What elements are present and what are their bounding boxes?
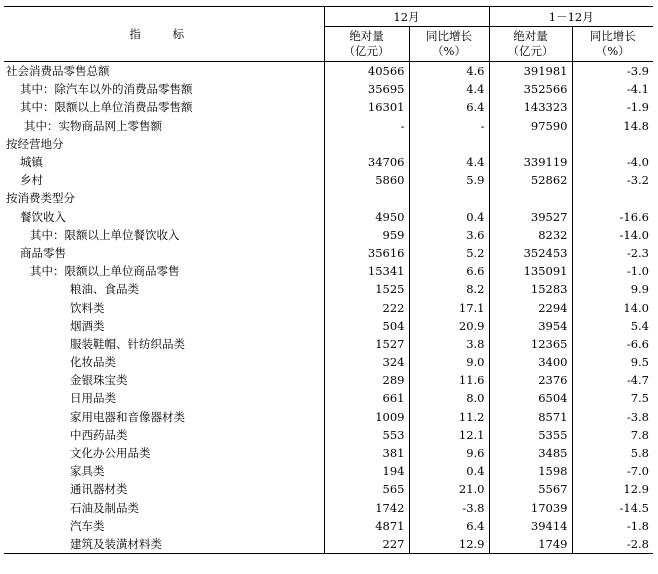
cell-dec-absolute: 222 (324, 298, 409, 316)
cell-dec-absolute: 4950 (324, 208, 409, 226)
cell-dec-absolute: 227 (324, 535, 409, 554)
row-label: 日用品类 (4, 389, 324, 407)
table-row (4, 262, 653, 280)
cell-ytd-absolute: 52862 (489, 171, 572, 189)
cell-dec-absolute: 289 (324, 371, 409, 389)
cell-ytd-yoy: -2.3 (626, 245, 649, 260)
cell-dec-absolute: 194 (324, 462, 409, 480)
header-row-periods (4, 7, 653, 27)
cell-ytd-absolute (489, 189, 572, 207)
period-header-december: 12月 (324, 7, 489, 27)
cell-dec-yoy: 12.9 (409, 535, 489, 554)
cell-dec-yoy: 4.4 (409, 80, 489, 98)
table-row (4, 226, 653, 244)
cell-ytd-yoy: -4.7 (626, 373, 649, 388)
cell-dec-absolute: 1525 (324, 280, 409, 298)
table-row (4, 499, 653, 517)
cell-ytd-absolute: 143323 (489, 98, 572, 116)
cell-dec-yoy: 9.6 (409, 444, 489, 462)
table-row (4, 317, 653, 335)
cell-ytd-yoy: -3.2 (626, 173, 649, 188)
row-label: 社会消费品零售总额 (4, 62, 324, 81)
cell-dec-yoy: 3.8 (409, 335, 489, 353)
row-label: 文化办公用品类 (4, 444, 324, 462)
table-row (4, 298, 653, 316)
row-label: 按经营地分 (4, 135, 324, 153)
cell-ytd-yoy: -7.0 (626, 464, 649, 479)
row-label: 城镇 (4, 153, 324, 171)
cell-dec-absolute: 5860 (324, 171, 409, 189)
cell-ytd-absolute: 3954 (489, 317, 572, 335)
table-row (4, 462, 653, 480)
cell-dec-yoy: 11.2 (409, 408, 489, 426)
cell-dec-yoy: -3.8 (409, 499, 489, 517)
cell-dec-absolute: 35695 (324, 80, 409, 98)
row-label: 中西药品类 (4, 426, 324, 444)
cell-dec-yoy: 6.6 (409, 262, 489, 280)
cell-ytd-yoy: 5.4 (630, 318, 649, 333)
row-label: 石油及制品类 (4, 499, 324, 517)
table-row (4, 280, 653, 298)
table-row (4, 117, 653, 135)
cell-dec-yoy: - (409, 117, 489, 135)
table-row (4, 371, 653, 389)
cell-ytd-absolute: 5355 (489, 426, 572, 444)
cell-ytd-absolute: 8571 (489, 408, 572, 426)
cell-dec-yoy: 6.4 (409, 517, 489, 535)
cell-ytd-absolute: 17039 (489, 499, 572, 517)
cell-dec-yoy: 8.0 (409, 389, 489, 407)
row-label: 汽车类 (4, 517, 324, 535)
row-label: 金银珠宝类 (4, 371, 324, 389)
table-row (4, 208, 653, 226)
cell-dec-absolute: 4871 (324, 517, 409, 535)
table-row (4, 62, 653, 81)
table-row (4, 244, 653, 262)
cell-dec-absolute: 324 (324, 353, 409, 371)
cell-ytd-yoy: 7.8 (630, 427, 649, 442)
cell-ytd-yoy: -1.8 (626, 518, 649, 533)
row-label: 化妆品类 (4, 353, 324, 371)
cell-ytd-yoy: -16.6 (619, 209, 649, 224)
cell-dec-absolute (324, 189, 409, 207)
cell-ytd-yoy: 7.5 (630, 391, 649, 406)
cell-ytd-yoy: 12.9 (623, 482, 649, 497)
cell-ytd-yoy: 14.0 (623, 300, 649, 315)
col-header-label: 同比增长 (426, 29, 472, 43)
indicator-header: 指 标 (4, 7, 324, 62)
cell-dec-yoy: 4.4 (409, 153, 489, 171)
col-header-dec-yoy (409, 27, 489, 62)
cell-ytd-yoy: 9.9 (630, 282, 649, 297)
cell-dec-absolute: - (324, 117, 409, 135)
cell-dec-yoy: 21.0 (409, 480, 489, 498)
table-row (4, 517, 653, 535)
retail-sales-table-container (4, 6, 653, 554)
cell-dec-yoy (409, 135, 489, 153)
cell-dec-absolute: 553 (324, 426, 409, 444)
cell-ytd-yoy: -14.5 (619, 500, 649, 515)
cell-ytd-absolute: 352566 (489, 80, 572, 98)
cell-dec-yoy: 17.1 (409, 298, 489, 316)
cell-ytd-yoy: -14.0 (619, 227, 649, 242)
row-label: 其中：限额以上单位消费品零售额 (4, 98, 324, 116)
row-label: 按消费类型分 (4, 189, 324, 207)
cell-ytd-yoy: -1.9 (626, 100, 649, 115)
cell-ytd-yoy: -2.8 (572, 535, 653, 554)
cell-ytd-absolute: 15283 (489, 280, 572, 298)
cell-ytd-absolute: 6504 (489, 389, 572, 407)
cell-ytd-absolute: 97590 (489, 117, 572, 135)
col-header-label: 绝对量 (349, 29, 384, 43)
table-row (4, 408, 653, 426)
col-header-unit: （亿元） (507, 44, 554, 58)
cell-dec-yoy: 5.9 (409, 171, 489, 189)
cell-ytd-absolute: 1598 (489, 462, 572, 480)
cell-dec-absolute: 565 (324, 480, 409, 498)
cell-dec-yoy: 0.4 (409, 208, 489, 226)
cell-ytd-yoy: 9.5 (630, 355, 649, 370)
cell-dec-absolute: 504 (324, 317, 409, 335)
cell-dec-yoy: 3.6 (409, 226, 489, 244)
row-label: 烟酒类 (4, 317, 324, 335)
cell-ytd-absolute: 339119 (489, 153, 572, 171)
cell-dec-yoy: 4.6 (409, 62, 489, 81)
cell-dec-yoy: 12.1 (409, 426, 489, 444)
cell-ytd-yoy (572, 189, 653, 207)
cell-dec-absolute: 1742 (324, 499, 409, 517)
cell-ytd-yoy: 5.8 (630, 446, 649, 461)
col-header-dec-absolute (324, 27, 409, 62)
cell-ytd-absolute: 2376 (489, 371, 572, 389)
row-label: 粮油、食品类 (4, 280, 324, 298)
cell-dec-yoy: 20.9 (409, 317, 489, 335)
table-row (4, 353, 653, 371)
row-label: 商品零售 (4, 244, 324, 262)
row-label: 其中：限额以上单位商品零售 (4, 262, 324, 280)
cell-ytd-absolute: 39414 (489, 517, 572, 535)
row-label: 乡村 (4, 171, 324, 189)
cell-ytd-absolute: 3400 (489, 353, 572, 371)
table-row (4, 171, 653, 189)
row-label: 服装鞋帽、针纺织品类 (4, 335, 324, 353)
cell-ytd-yoy: 14.8 (623, 118, 649, 133)
col-header-ytd-absolute (489, 27, 572, 62)
cell-dec-absolute: 34706 (324, 153, 409, 171)
row-label: 建筑及装潢材料类 (4, 535, 324, 554)
cell-dec-absolute: 40566 (324, 62, 409, 81)
cell-ytd-absolute: 352453 (489, 244, 572, 262)
table-row (4, 153, 653, 171)
cell-ytd-absolute: 5567 (489, 480, 572, 498)
table-row (4, 98, 653, 116)
cell-dec-yoy: 5.2 (409, 244, 489, 262)
cell-dec-absolute: 35616 (324, 244, 409, 262)
cell-ytd-absolute: 3485 (489, 444, 572, 462)
cell-dec-absolute: 16301 (324, 98, 409, 116)
table-row (4, 444, 653, 462)
cell-ytd-absolute: 39527 (489, 208, 572, 226)
row-label: 其中：除汽车以外的消费品零售额 (4, 80, 324, 98)
table-row (4, 80, 653, 98)
cell-ytd-absolute: 135091 (489, 262, 572, 280)
cell-ytd-yoy: -4.0 (626, 155, 649, 170)
cell-dec-absolute: 959 (324, 226, 409, 244)
cell-ytd-absolute: 12365 (489, 335, 572, 353)
cell-ytd-yoy: -6.6 (626, 336, 649, 351)
cell-dec-absolute: 1009 (324, 408, 409, 426)
col-header-label: 同比增长 (589, 29, 636, 43)
table-row (4, 535, 653, 554)
cell-ytd-absolute: 391981 (489, 62, 572, 81)
row-label: 其中：实物商品网上零售额 (4, 117, 324, 135)
cell-dec-yoy (409, 189, 489, 207)
table-row (4, 389, 653, 407)
retail-sales-table (4, 6, 653, 554)
table-body (4, 62, 653, 554)
cell-dec-yoy: 8.2 (409, 280, 489, 298)
col-header-label: 绝对量 (513, 29, 548, 43)
cell-dec-yoy: 11.6 (409, 371, 489, 389)
col-header-unit: （亿元） (343, 44, 390, 58)
cell-ytd-absolute: 8232 (489, 226, 572, 244)
cell-dec-yoy: 6.4 (409, 98, 489, 116)
row-label: 饮料类 (4, 298, 324, 316)
cell-ytd-absolute: 1749 (489, 535, 572, 554)
col-header-unit: （%） (595, 44, 630, 58)
row-label: 家用电器和音像器材类 (4, 408, 324, 426)
cell-dec-absolute: 661 (324, 389, 409, 407)
cell-ytd-yoy: -3.8 (626, 409, 649, 424)
col-header-ytd-yoy (572, 27, 653, 62)
cell-dec-absolute: 381 (324, 444, 409, 462)
row-label: 通讯器材类 (4, 480, 324, 498)
cell-dec-yoy: 9.0 (409, 353, 489, 371)
table-row (4, 135, 653, 153)
cell-ytd-yoy (572, 135, 653, 153)
cell-ytd-yoy: -3.9 (626, 64, 649, 79)
table-row (4, 480, 653, 498)
cell-ytd-yoy: -1.0 (626, 264, 649, 279)
cell-ytd-yoy: -4.1 (626, 82, 649, 97)
cell-dec-absolute (324, 135, 409, 153)
row-label: 家具类 (4, 462, 324, 480)
row-label: 其中：限额以上单位餐饮收入 (4, 226, 324, 244)
col-header-unit: （%） (432, 44, 466, 58)
cell-ytd-absolute (489, 135, 572, 153)
cell-dec-absolute: 15341 (324, 262, 409, 280)
cell-dec-yoy: 0.4 (409, 462, 489, 480)
table-row (4, 426, 653, 444)
cell-ytd-absolute: 2294 (489, 298, 572, 316)
row-label: 餐饮收入 (4, 208, 324, 226)
period-header-year-to-date: 1－12月 (489, 7, 653, 27)
table-row (4, 189, 653, 207)
table-row (4, 335, 653, 353)
cell-dec-absolute: 1527 (324, 335, 409, 353)
